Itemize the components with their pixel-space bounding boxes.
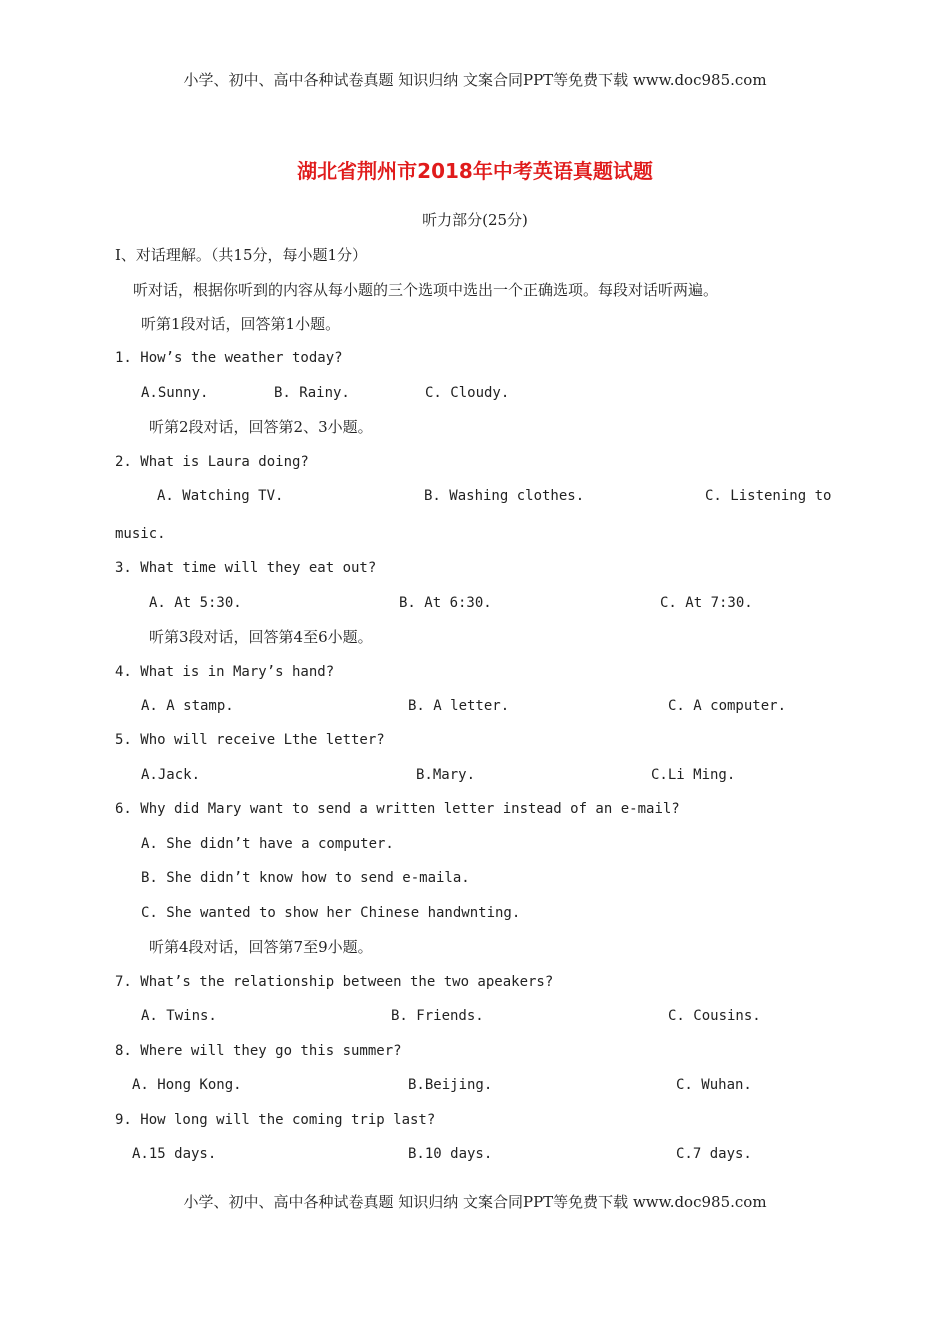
question-3-stem: 3. What time will they eat out?: [115, 560, 377, 576]
question-3-option-c: C. At 7:30.: [660, 595, 753, 611]
question-8-stem: 8. Where will they go this summer?: [115, 1043, 402, 1059]
segment-2-instruction: 听第2段对话，回答第2、3小题。: [149, 418, 373, 436]
question-2-option-b: B. Washing clothes.: [424, 488, 585, 504]
question-8-option-b: B.Beijing.: [408, 1077, 493, 1093]
document-title: 湖北省荆州市2018年中考英语真题试题: [297, 159, 653, 183]
question-3-option-b: B. At 6:30.: [399, 595, 492, 611]
question-7-option-c: C. Cousins.: [668, 1008, 761, 1024]
question-2-option-c: C. Listening to: [705, 488, 832, 504]
page-header: 小学、初中、高中各种试卷真题 知识归纳 文案合同PPT等免费下载 www.doc985.com: [183, 71, 767, 89]
question-7-stem: 7. What’s the relationship between the two apeakers?: [115, 974, 554, 990]
section-title: 听力部分(25分): [422, 211, 528, 229]
question-2-option-a: A. Watching TV.: [157, 488, 284, 504]
question-6-option-b: B. She didn’t know how to send e-maila.: [141, 870, 470, 886]
question-1-option-a: A.Sunny.: [141, 385, 209, 401]
question-9-option-b: B.10 days.: [408, 1146, 493, 1162]
question-8-option-a: A. Hong Kong.: [132, 1077, 242, 1093]
segment-1-instruction: 听第1段对话，回答第1小题。: [141, 315, 341, 333]
segment-4-instruction: 听第4段对话，回答第7至9小题。: [149, 938, 373, 956]
question-9-stem: 9. How long will the coming trip last?: [115, 1112, 436, 1128]
question-4-option-a: A. A stamp.: [141, 698, 234, 714]
question-6-option-a: A. She didn’t have a computer.: [141, 836, 394, 852]
question-2-stem: 2. What is Laura doing?: [115, 454, 309, 470]
question-8-option-c: C. Wuhan.: [676, 1077, 752, 1093]
question-9-option-a: A.15 days.: [132, 1146, 217, 1162]
question-6-stem: 6. Why did Mary want to send a written letter instead of an e-mail?: [115, 801, 680, 817]
question-1-stem: 1. How’s the weather today?: [115, 350, 343, 366]
question-5-stem: 5. Who will receive Lthe letter?: [115, 732, 385, 748]
question-6-option-c: C. She wanted to show her Chinese handwnting.: [141, 905, 521, 921]
question-4-stem: 4. What is in Mary’s hand?: [115, 664, 335, 680]
question-1-option-c: C. Cloudy.: [425, 385, 510, 401]
question-4-option-c: C. A computer.: [668, 698, 787, 714]
question-4-option-b: B. A letter.: [408, 698, 510, 714]
part-heading: I、对话理解。（共15分，每小题1分）: [115, 246, 368, 264]
segment-3-instruction: 听第3段对话，回答第4至6小题。: [149, 628, 373, 646]
question-5-option-c: C.Li Ming.: [651, 767, 736, 783]
question-7-option-b: B. Friends.: [391, 1008, 484, 1024]
question-5-option-a: A.Jack.: [141, 767, 201, 783]
question-5-option-b: B.Mary.: [416, 767, 476, 783]
page-footer: 小学、初中、高中各种试卷真题 知识归纳 文案合同PPT等免费下载 www.doc985.com: [183, 1193, 767, 1211]
question-9-option-c: C.7 days.: [676, 1146, 752, 1162]
question-2-option-c-continued: music.: [115, 526, 166, 542]
part-instruction: 听对话，根据你听到的内容从每小题的三个选项中选出一个正确选项。每段对话听两遍。: [133, 281, 719, 299]
question-3-option-a: A. At 5:30.: [149, 595, 242, 611]
question-1-option-b: B. Rainy.: [274, 385, 350, 401]
question-7-option-a: A. Twins.: [141, 1008, 217, 1024]
